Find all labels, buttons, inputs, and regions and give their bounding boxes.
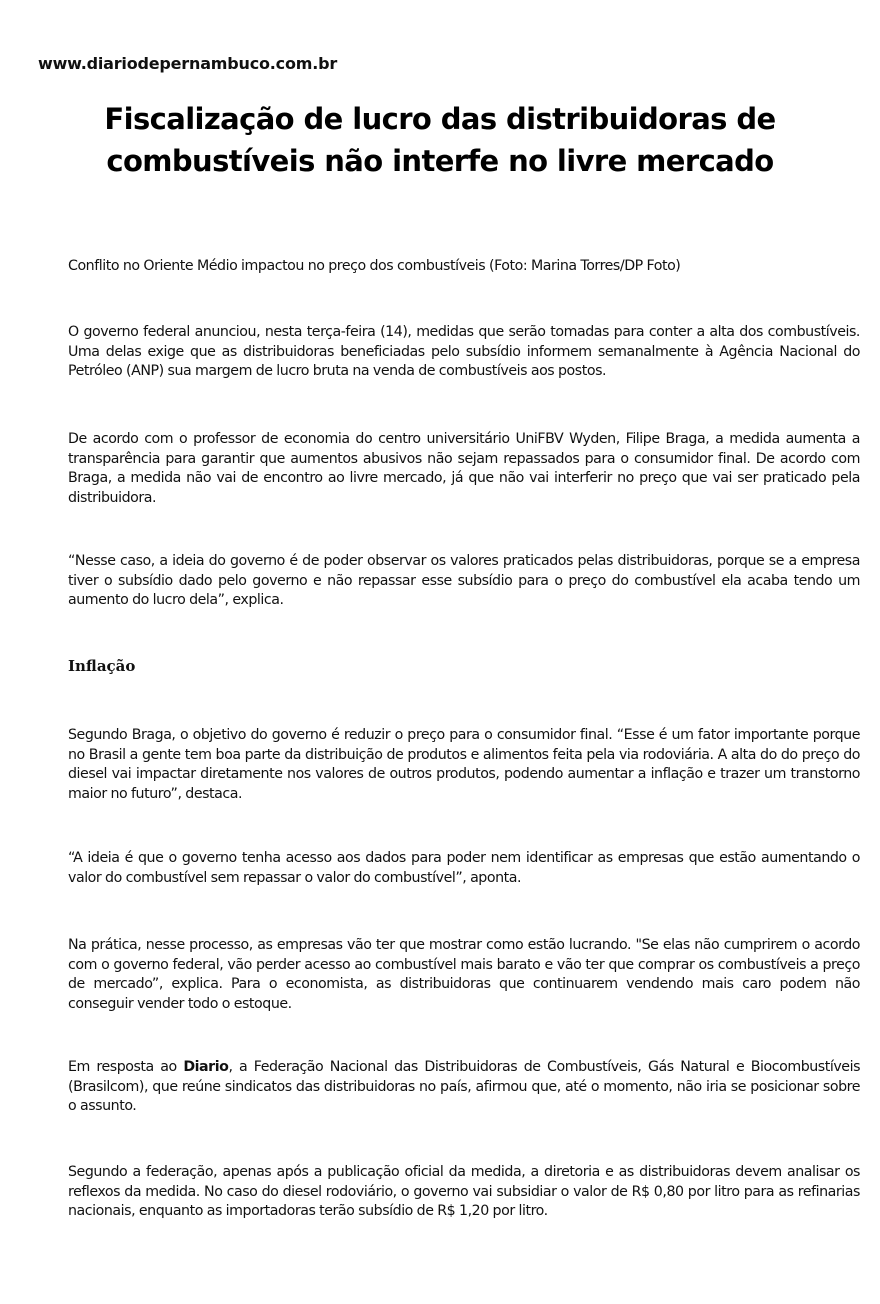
paragraph: “Nesse caso, a ideia do governo é de poder observar os valores praticados pelas distribuidoras, porque se a empresa tiver o subsídio dado pelo governo e não repassar esse subsídio para o preço do combustível ela acaba tendo um aumento do lucro dela”, explica. (68, 553, 860, 608)
paragraph: De acordo com o professor de economia do centro universitário UniFBV Wyden, Filipe Braga, a medida aumenta a transparência para garantir que aumentos abusivos não sejam repassados para o consumidor final. De acordo com Braga, a medida não vai de encontro ao livre mercado, já que não vai interferir no preço que vai ser praticado pela distribuidora. (68, 431, 860, 506)
paragraph: O governo federal anunciou, nesta terça-feira (14), medidas que serão tomadas para conter a alta dos combustíveis. Uma delas exige que as distribuidoras beneficiadas pelo subsídio informem semanalmente à Agência Nacional do Petróleo (ANP) sua margem de lucro bruta na venda de combustíveis aos postos. (68, 324, 860, 379)
photo-caption: Conflito no Oriente Médio impactou no preço dos combustíveis (Foto: Marina Torres/DP Foto) (68, 258, 681, 274)
site-url: www.diariodepernambuco.com.br (38, 54, 338, 73)
subheading-inflacao: Inflação (68, 657, 136, 675)
diario-bold: Diario (183, 1059, 229, 1075)
paragraph: “A ideia é que o governo tenha acesso aos dados para poder nem identificar as empresas que estão aumentando o valor do combustível sem repassar o valor do combustível”, aponta. (68, 850, 860, 886)
paragraph: Na prática, nesse processo, as empresas vão ter que mostrar como estão lucrando. "Se elas não cumprirem o acordo com o governo federal, vão perder acesso ao combustível mais barato e vão ter que comprar os combustíveis a preço de mercado”, explica. Para o economista, as distribuidoras que continuarem vendendo mais caro podem não conseguir vender todo o estoque. (68, 937, 860, 1012)
response-paragraph (68, 1058, 860, 1117)
headline: Fiscalização de lucro das distribuidoras de combustíveis não interfe no livre mercado (104, 102, 776, 178)
response-prefix: Em resposta ao (68, 1059, 184, 1075)
paragraph: Segundo a federação, apenas após a publicação oficial da medida, a diretoria e as distribuidoras devem analisar os reflexos da medida. No caso do diesel rodoviário, o governo vai subsidiar o valor de R$ 0,80 por litro para as refinarias nacionais, enquanto as importadoras terão subsídio de R$ 1,20 por litro. (68, 1164, 860, 1219)
paragraph: Segundo Braga, o objetivo do governo é reduzir o preço para o consumidor final. “Esse é um fator importante porque no Brasil a gente tem boa parte da distribuição de produtos e alimentos feita pela via rodoviária. A alta do do preço do diesel vai impactar diretamente nos valores de outros produtos, podendo aumentar a inflação e trazer um transtorno maior no futuro”, destaca. (68, 727, 860, 802)
response-suffix: , a Federação Nacional das Distribuidoras de Combustíveis, Gás Natural e Biocombustíveis (Brasilcom), que reúne sindicatos das distribuidoras no país, afirmou que, até o momento, não iria se posicionar sobre o assunto. (68, 1059, 861, 1114)
